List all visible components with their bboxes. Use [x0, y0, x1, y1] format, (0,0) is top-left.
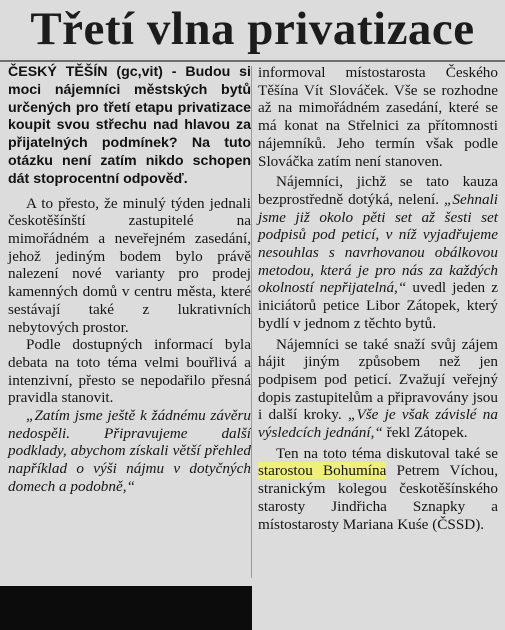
body-text: Nájemníci se také snaží svůj zájem hájit jiným způsobem než jen podpisem pod peticí. Zvažují veřejný dopis zastupitelům a připravovány jsou i další kroky.	[258, 335, 498, 424]
body-paragraph	[258, 173, 498, 332]
lead-paragraph: ČESKÝ TĚŠÍN (gc,vit) - Budou si moci nájemníci městských bytů určených pro třetí etapu privatizace koupit svou střechu nad hlavou za přijatelných podmínek? Na tuto otázku není zatím nikdo schopen dát stoprocentní odpověď.	[8, 64, 251, 187]
body-text: řekl Zátopek.	[386, 424, 468, 442]
body-paragraph	[258, 445, 498, 534]
quote-text: „Vše je však závislé na výsledcích jednání,“	[258, 406, 498, 442]
headline: Třetí vlna privatizace	[30, 3, 475, 55]
left-column	[8, 64, 251, 496]
body-paragraph: Podle dostupných informací byla debata na toto téma velmi bouřlivá a intenzivní, přesto se nepodařilo přesná pravidla stanovit.	[8, 336, 251, 407]
body-paragraph: informoval místostarosta Českého Těšína Vít Slováček. Vše se rozhodne až na mimořádném zasedání, které se má konat na Střelnici za přítomnosti nájemníků. Jeho termín však podle Slováčka zatím není stanoven.	[258, 64, 498, 170]
headline-rule	[0, 60, 505, 62]
body-paragraph	[8, 407, 251, 496]
column-divider	[251, 66, 252, 578]
quote-text: „Sehnali jsme již okolo pěti set až šesti set podpisů pod peticí, v níž vyjadřujeme nesouhlas s navrhovanou obálkovou metodou, která je pro nás za každých okolností nepřijatelná,“	[258, 190, 498, 297]
page-margin	[252, 586, 505, 630]
highlighted-text: starostou Bohumína	[258, 462, 387, 480]
body-text: Ten na toto téma diskutoval také se	[276, 444, 498, 462]
quote-text: „Zatím jsme ještě k žádnému závěru nedospěli. Připravujeme další podklady, abychom získali větší přehled například o výši nájmu v dotyčných domech a podobně,“	[8, 407, 251, 495]
body-text: Petrem Víchou, stranickým kolegou českotěšínského starosty Jindřicha Sznapky a místostarosty Mariana Kuśe (ČSSD).	[258, 462, 498, 533]
body-paragraph	[258, 336, 498, 442]
right-column	[258, 64, 498, 533]
body-text: Nájemníci, jichž se tato kauza bezprostředně dotýká, nelení.	[258, 173, 498, 208]
black-bottom-bar	[0, 586, 252, 630]
body-text: uvedl jeden z iniciátorů petice Libor Zátopek, který bydlí v jednom z těchto bytů.	[258, 279, 499, 332]
body-paragraph: A to přesto, že minulý týden jednali českotěšínští zastupitelé na mimořádném a neveřejném zasedání, jehož jediným bodem bylo právě nalezení nové varianty pro prodej kamenných domů v centru města, které sestávají také z lukrativních nebytových prostor.	[8, 194, 251, 336]
